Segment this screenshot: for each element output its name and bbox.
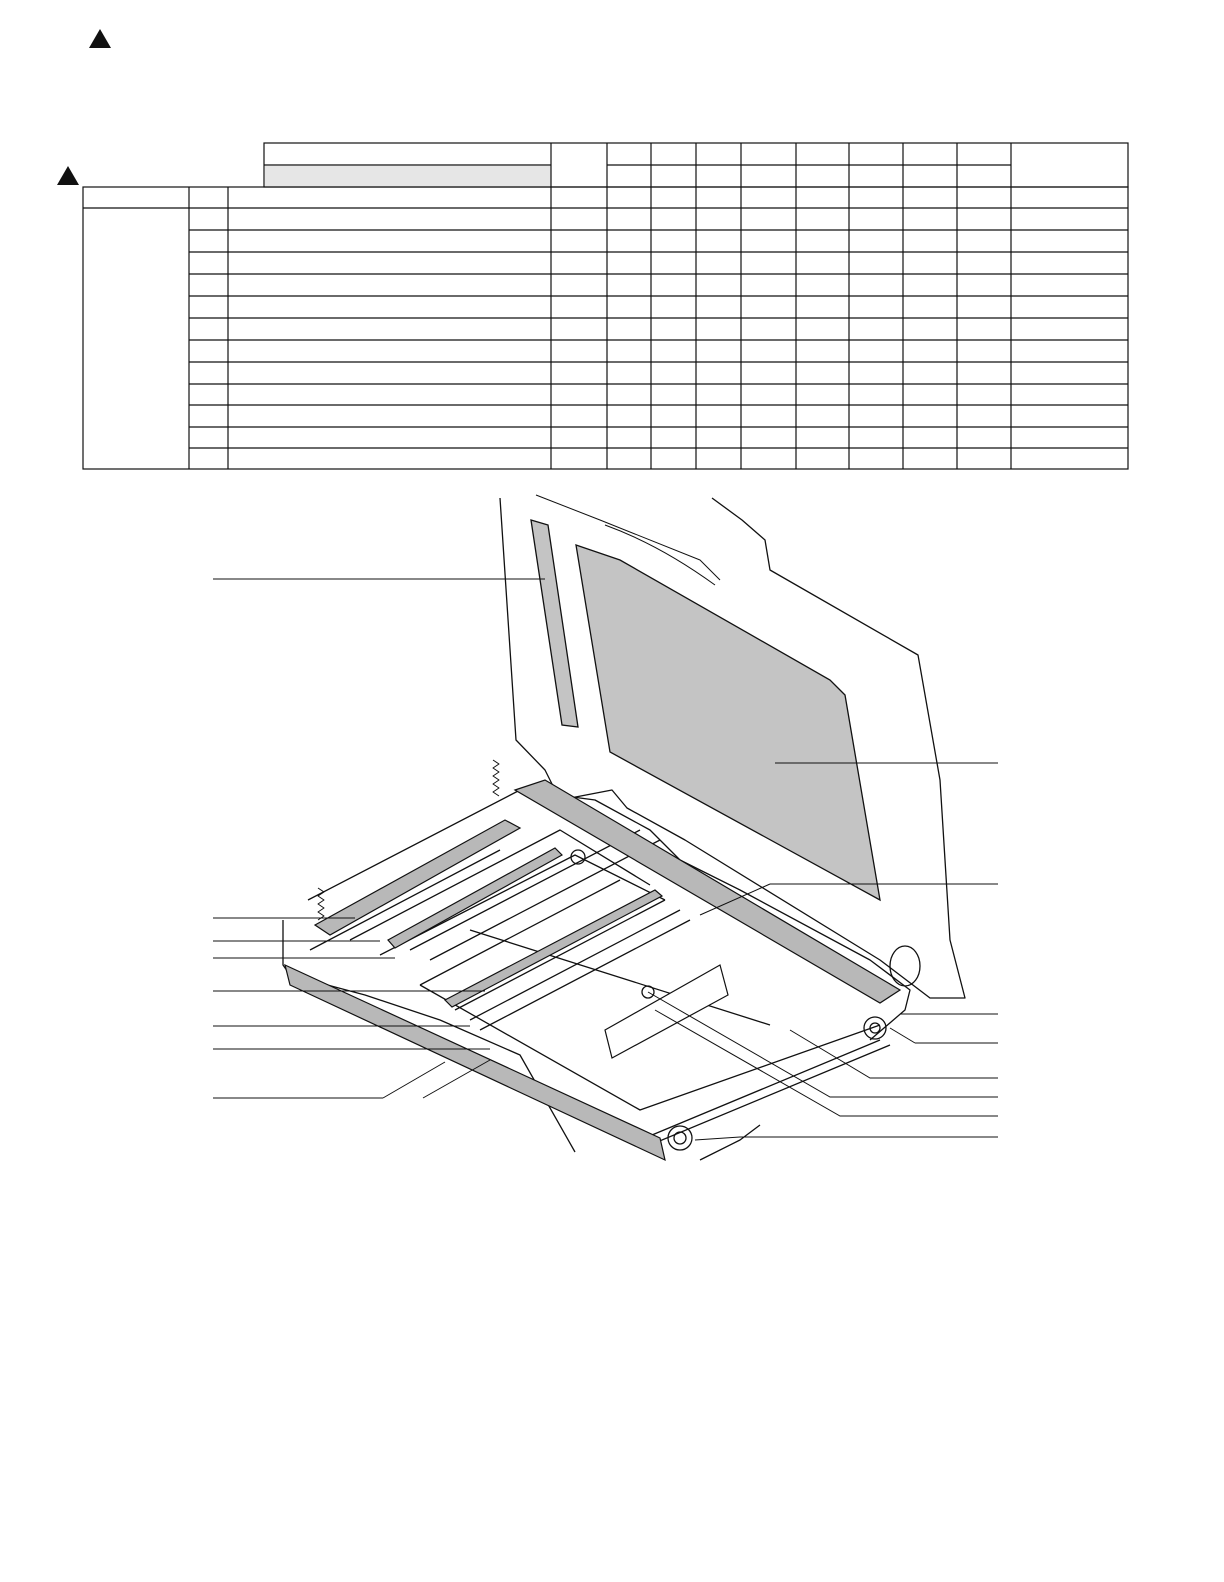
pulley-icon — [668, 1126, 692, 1150]
side-glass-strip — [531, 520, 578, 727]
lamp-unit-rail — [445, 890, 662, 1007]
spring-icon — [493, 760, 499, 796]
scanner-exploded-diagram — [0, 490, 1224, 1180]
header-shaded-cell — [265, 166, 551, 186]
table-row-lines — [189, 230, 1128, 448]
parts-table — [0, 0, 1224, 480]
carriage-rail — [455, 900, 665, 1010]
